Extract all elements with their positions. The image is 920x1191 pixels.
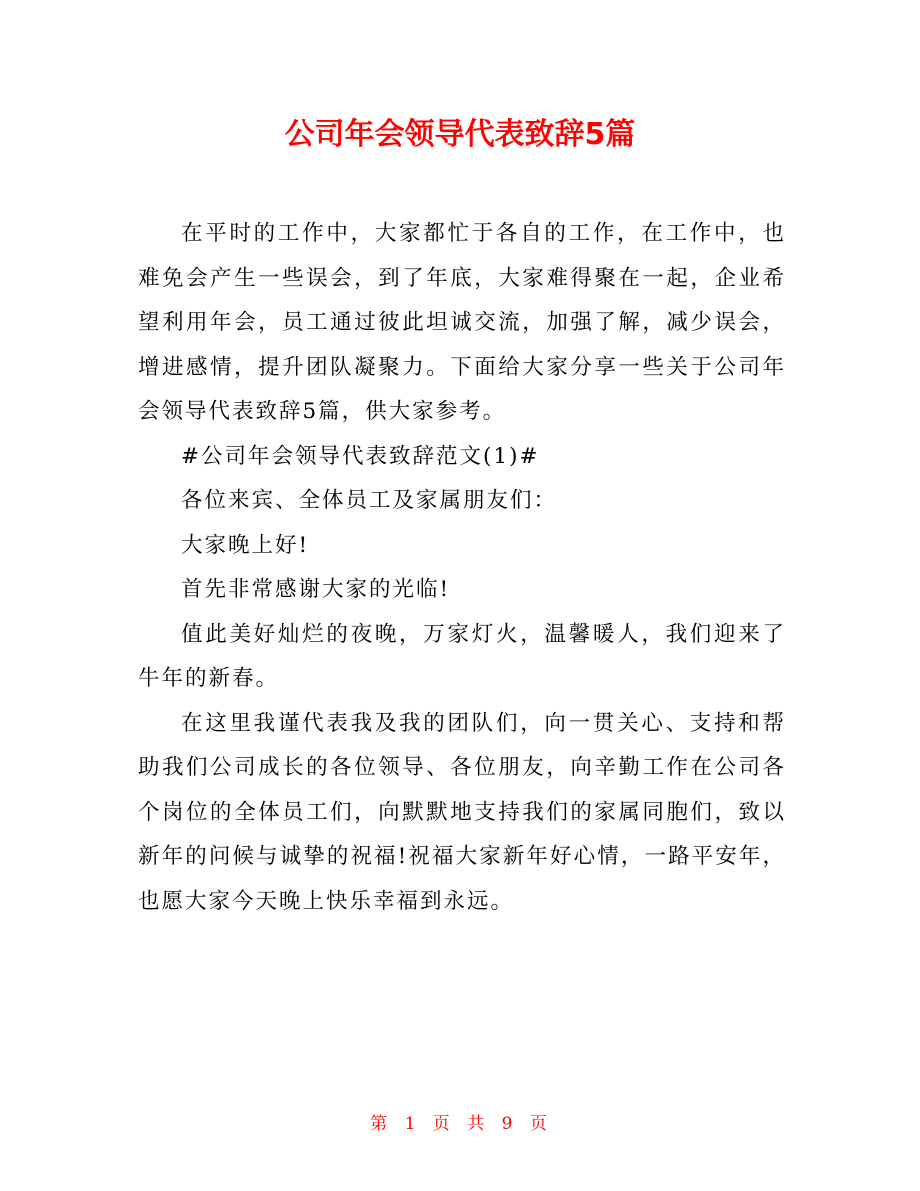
document-body xyxy=(138,212,786,924)
section-heading: #公司年会领导代表致辞范文(1)# xyxy=(181,443,540,469)
thanks-paragraph: 首先非常感谢大家的光临! xyxy=(181,577,451,602)
greeting-paragraph: 大家晚上好! xyxy=(181,532,310,558)
page-number-footer: 第 1 页 共 9 页 xyxy=(370,1114,550,1134)
document-title: 公司年会领导代表致辞5篇 xyxy=(284,117,636,152)
festival-paragraph: 值此美好灿烂的夜晚，万家灯火，温馨暖人，我们迎来了牛年的新春。 xyxy=(138,621,786,691)
salutation-paragraph: 各位来宾、全体员工及家属朋友们： xyxy=(181,488,558,513)
wishes-paragraph: 在这里我谨代表我及我的团队们，向一贯关心、支持和帮助我们公司成长的各位领导、各位朋友，向辛勤工作在公司各个岗位的全体员工们，向默默地支持我们的家属同胞们，致以新年的问候与诚挚的祝福!祝福大家新年好心情，一路平安年，也愿大家今天晚上快乐幸福到永远。 xyxy=(138,710,786,914)
intro-paragraph: 在平时的工作中，大家都忙于各自的工作，在工作中，也难免会产生一些误会，到了年底，大家难得聚在一起，企业希望利用年会，员工通过彼此坦诚交流，加强了解，减少误会，增进感情，提升团队凝聚力。下面给大家分享一些关于公司年会领导代表致辞5篇，供大家参考。 xyxy=(138,221,786,424)
